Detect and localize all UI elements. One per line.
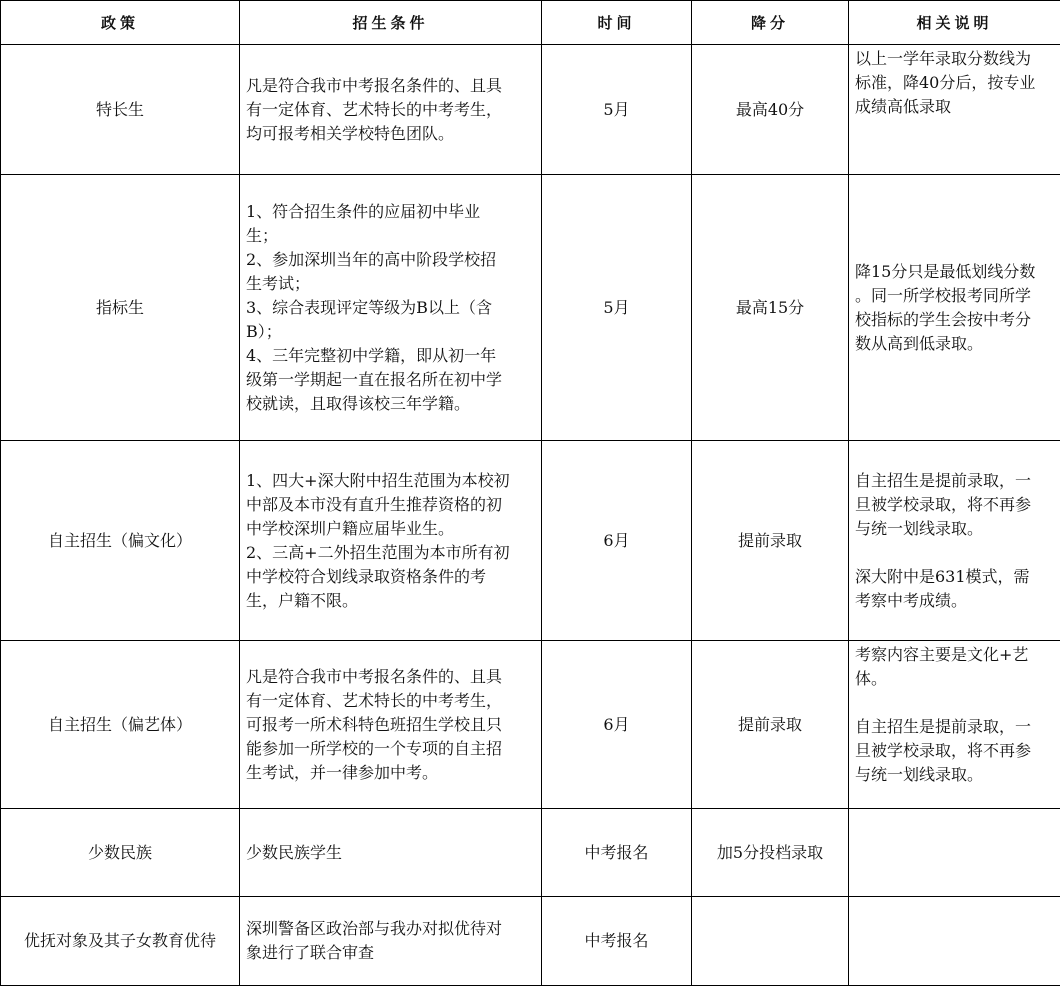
header-time: 时间: [542, 1, 692, 45]
conditions-cell-line: 有一定体育、艺术特长的中考考生，: [246, 689, 535, 713]
conditions-cell: [240, 897, 542, 986]
conditions-cell-line: 校就读，且取得该校三年学籍。: [246, 392, 535, 416]
conditions-cell: [240, 175, 542, 441]
conditions-cell: [240, 45, 542, 175]
conditions-cell-line: 1、四大+深大附中招生范围为本校初: [246, 469, 535, 493]
table-row: [1, 175, 1060, 441]
notes-cell: [849, 175, 1060, 441]
table-row: [1, 897, 1060, 986]
notes-cell-line: 与统一划线录取。: [855, 763, 1054, 787]
time-cell: 中考报名: [542, 809, 692, 897]
conditions-cell-line: 2、参加深圳当年的高中阶段学校招: [246, 248, 535, 272]
conditions-cell-line: 有一定体育、艺术特长的中考考生，: [246, 98, 535, 122]
header-notes: 相关说明: [849, 1, 1060, 45]
conditions-cell-line: 中部及本市没有直升生推荐资格的初: [246, 493, 535, 517]
notes-cell-line: 深大附中是631模式，需: [855, 565, 1054, 589]
notes-cell-line: [855, 691, 1054, 715]
conditions-cell-line: 2、三高+二外招生范围为本市所有初: [246, 541, 535, 565]
conditions-cell-line: 凡是符合我市中考报名条件的、且具: [246, 665, 535, 689]
notes-cell-line: 。同一所学校报考同所学: [855, 284, 1054, 308]
policy-cell: 指标生: [1, 175, 240, 441]
notes-cell-line: 标准，降40分后，按专业: [855, 71, 1054, 95]
conditions-cell-line: 级第一学期起一直在报名所在初中学: [246, 368, 535, 392]
conditions-cell-line: 生；: [246, 224, 535, 248]
notes-cell-line: 以上一学年录取分数线为: [855, 47, 1054, 71]
conditions-cell-line: 中学校符合划线录取资格条件的考: [246, 565, 535, 589]
policy-cell: 自主招生（偏文化）: [1, 441, 240, 641]
notes-cell-line: [855, 541, 1054, 565]
deduction-cell: 提前录取: [692, 641, 849, 809]
conditions-cell-line: 中学校深圳户籍应届毕业生。: [246, 517, 535, 541]
conditions-cell: [240, 809, 542, 897]
time-cell: 6月: [542, 441, 692, 641]
conditions-cell-line: 生考试；: [246, 272, 535, 296]
notes-cell: [849, 441, 1060, 641]
conditions-cell: [240, 641, 542, 809]
table-row: [1, 809, 1060, 897]
table-row: [1, 441, 1060, 641]
conditions-cell-line: 生考试，并一律参加中考。: [246, 761, 535, 785]
conditions-cell-line: 深圳警备区政治部与我办对拟优待对: [246, 917, 535, 941]
conditions-cell: [240, 441, 542, 641]
time-cell: 中考报名: [542, 897, 692, 986]
notes-cell-line: 旦被学校录取，将不再参: [855, 493, 1054, 517]
time-cell: 6月: [542, 641, 692, 809]
table-row: [1, 641, 1060, 809]
notes-cell: [849, 641, 1060, 809]
conditions-cell-line: 1、符合招生条件的应届初中毕业: [246, 200, 535, 224]
conditions-cell-line: 可报考一所术科特色班招生学校且只: [246, 713, 535, 737]
header-policy: 政策: [1, 1, 240, 45]
notes-cell-line: 考察中考成绩。: [855, 589, 1054, 613]
time-cell: 5月: [542, 175, 692, 441]
notes-cell-line: 自主招生是提前录取，一: [855, 469, 1054, 493]
conditions-cell-line: 生，户籍不限。: [246, 589, 535, 613]
notes-cell-line: 旦被学校录取，将不再参: [855, 739, 1054, 763]
conditions-cell-line: 4、三年完整初中学籍，即从初一年: [246, 344, 535, 368]
conditions-cell-line: 能参加一所学校的一个专项的自主招: [246, 737, 535, 761]
header-row: [1, 1, 1060, 45]
conditions-cell-line: 象进行了联合审查: [246, 941, 535, 965]
policy-cell: 少数民族: [1, 809, 240, 897]
header-deduction: 降分: [692, 1, 849, 45]
notes-cell-line: 降15分只是最低划线分数: [855, 260, 1054, 284]
notes-cell-line: 校指标的学生会按中考分: [855, 308, 1054, 332]
notes-cell-line: 成绩高低录取: [855, 95, 1054, 119]
deduction-cell: 最高40分: [692, 45, 849, 175]
conditions-cell-line: B）；: [246, 320, 535, 344]
time-cell: 5月: [542, 45, 692, 175]
notes-cell-line: 与统一划线录取。: [855, 517, 1054, 541]
deduction-cell: [692, 897, 849, 986]
notes-cell-line: 数从高到低录取。: [855, 332, 1054, 356]
deduction-cell: 最高15分: [692, 175, 849, 441]
notes-cell: [849, 45, 1060, 175]
conditions-cell-line: 少数民族学生: [246, 841, 535, 865]
notes-cell-line: 自主招生是提前录取，一: [855, 715, 1054, 739]
conditions-cell-line: 均可报考相关学校特色团队。: [246, 122, 535, 146]
notes-cell: [849, 897, 1060, 986]
notes-cell-line: 体。: [855, 667, 1054, 691]
header-conditions: 招生条件: [240, 1, 542, 45]
policy-cell: 自主招生（偏艺体）: [1, 641, 240, 809]
deduction-cell: 提前录取: [692, 441, 849, 641]
policy-cell: 优抚对象及其子女教育优待: [1, 897, 240, 986]
conditions-cell-line: 3、综合表现评定等级为B以上（含: [246, 296, 535, 320]
deduction-cell: 加5分投档录取: [692, 809, 849, 897]
conditions-cell-line: 凡是符合我市中考报名条件的、且具: [246, 74, 535, 98]
notes-cell: [849, 809, 1060, 897]
notes-cell-line: 考察内容主要是文化+艺: [855, 643, 1054, 667]
policy-cell: 特长生: [1, 45, 240, 175]
table-row: [1, 45, 1060, 175]
